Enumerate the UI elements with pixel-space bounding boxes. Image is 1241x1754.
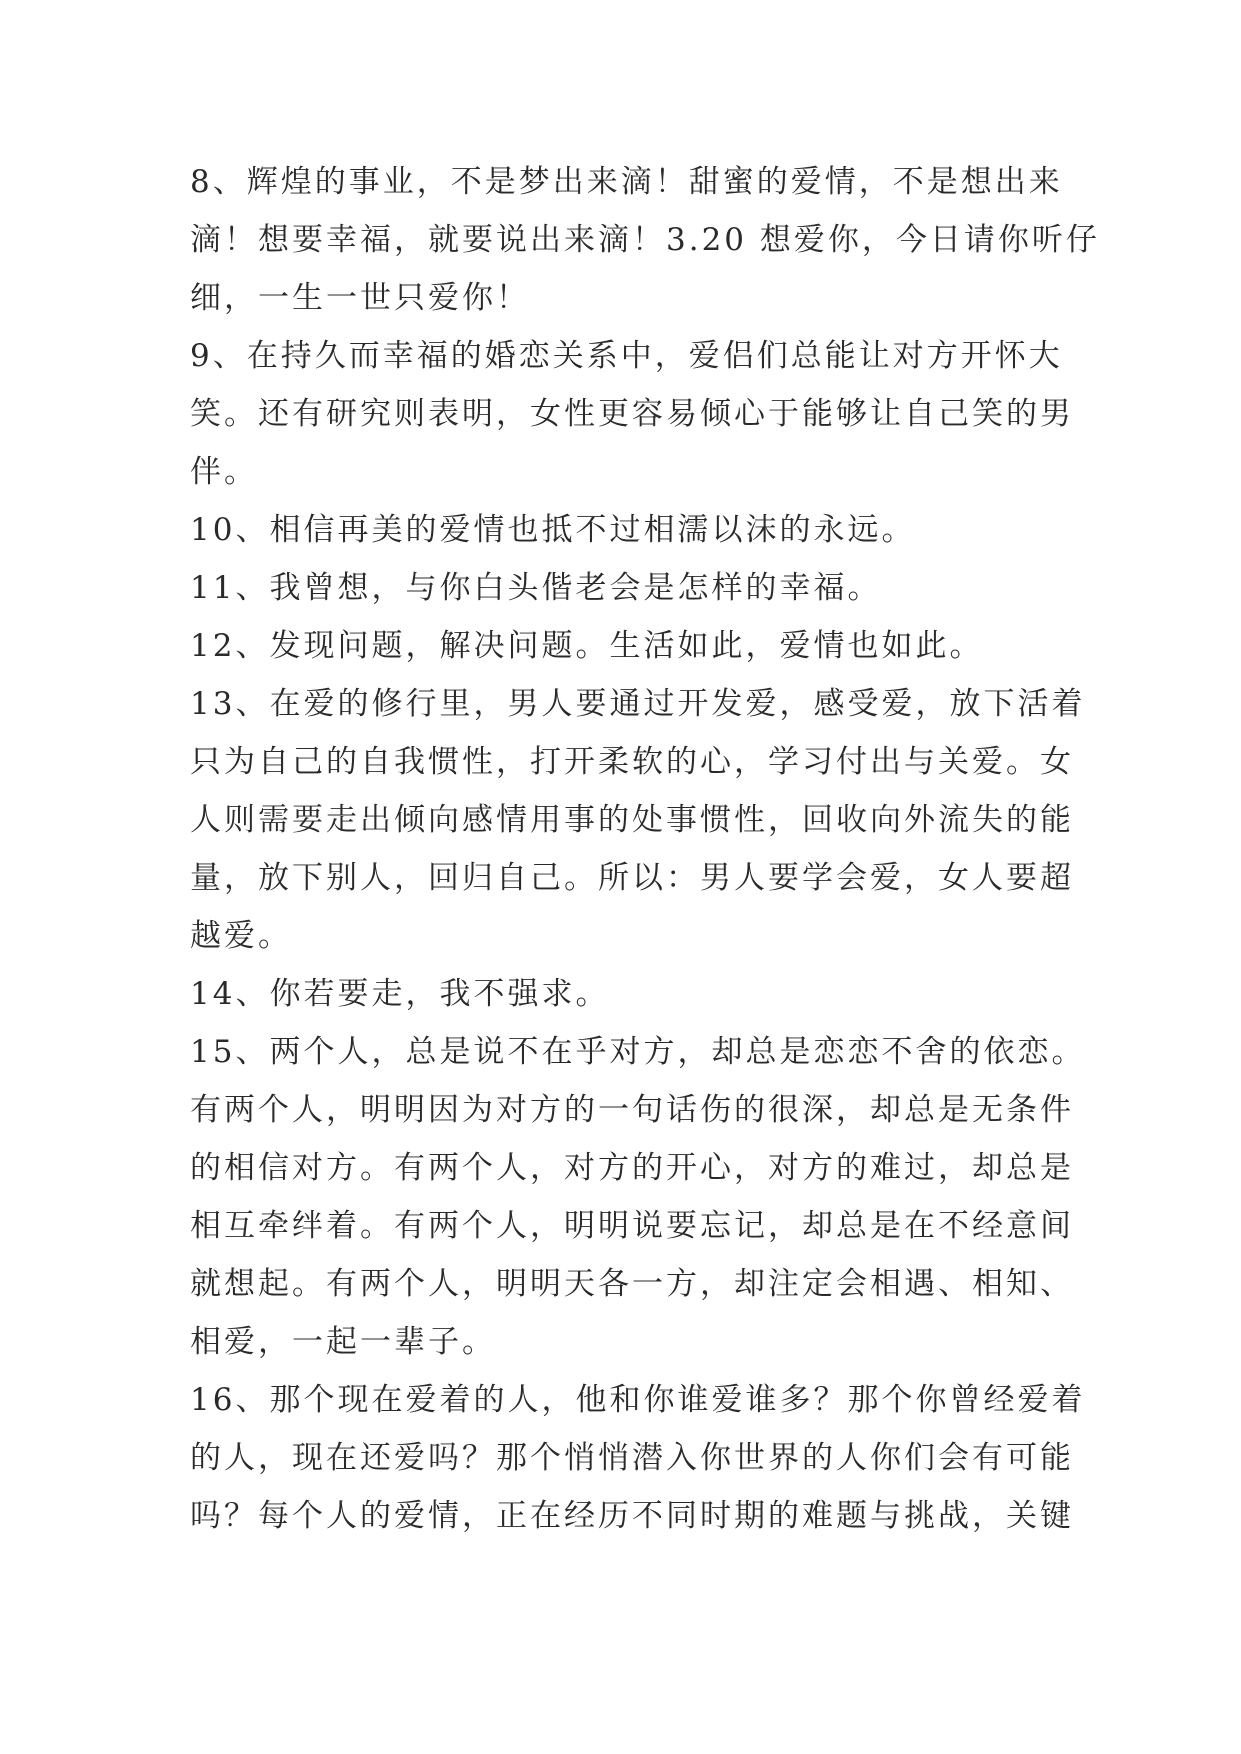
text-line: 8、辉煌的事业，不是梦出来滴！甜蜜的爱情，不是想出来 — [190, 164, 1063, 200]
text-line: 人则需要走出倾向感情用事的处事惯性，回收向外流失的能 — [190, 802, 1074, 838]
text-line: 12、发现问题，解决问题。生活如此，爱情也如此。 — [190, 628, 984, 664]
text-line: 细，一生一世只爱你！ — [190, 280, 530, 316]
text-line: 9、在持久而幸福的婚恋关系中，爱侣们总能让对方开怀大 — [190, 338, 1063, 374]
text-line: 10、相信再美的爱情也抵不过相濡以沫的永远。 — [190, 512, 916, 548]
text-line: 15、两个人，总是说不在乎对方，却总是恋恋不舍的依恋。 — [190, 1034, 1086, 1070]
text-line: 越爱。 — [190, 918, 292, 954]
text-line: 14、你若要走，我不强求。 — [190, 976, 610, 1012]
text-line: 相互牵绊着。有两个人，明明说要忘记，却总是在不经意间 — [190, 1208, 1074, 1244]
text-line: 11、我曾想，与你白头偕老会是怎样的幸福。 — [190, 570, 882, 606]
text-line: 量，放下别人，回归自己。所以：男人要学会爱，女人要超 — [190, 860, 1074, 896]
text-line: 就想起。有两个人，明明天各一方，却注定会相遇、相知、 — [190, 1266, 1074, 1302]
text-line: 伴。 — [190, 454, 258, 490]
text-line: 只为自己的自我惯性，打开柔软的心，学习付出与关爱。女 — [190, 744, 1074, 780]
text-line: 16、那个现在爱着的人，他和你谁爱谁多？那个你曾经爱着 — [190, 1382, 1086, 1418]
document-body — [190, 153, 1100, 1545]
text-line: 笑。还有研究则表明，女性更容易倾心于能够让自己笑的男 — [190, 396, 1074, 432]
text-line: 相爱，一起一辈子。 — [190, 1324, 496, 1360]
text-line: 13、在爱的修行里，男人要通过开发爱，感受爱，放下活着 — [190, 686, 1086, 722]
text-line: 的人，现在还爱吗？那个悄悄潜入你世界的人你们会有可能 — [190, 1440, 1074, 1476]
text-line: 吗？每个人的爱情，正在经历不同时期的难题与挑战，关键 — [190, 1498, 1074, 1534]
text-line: 滴！想要幸福，就要说出来滴！3.20 想爱你，今日请你听仔 — [190, 222, 1100, 258]
text-line: 有两个人，明明因为对方的一句话伤的很深，却总是无条件 — [190, 1092, 1074, 1128]
text-line: 的相信对方。有两个人，对方的开心，对方的难过，却总是 — [190, 1150, 1074, 1186]
